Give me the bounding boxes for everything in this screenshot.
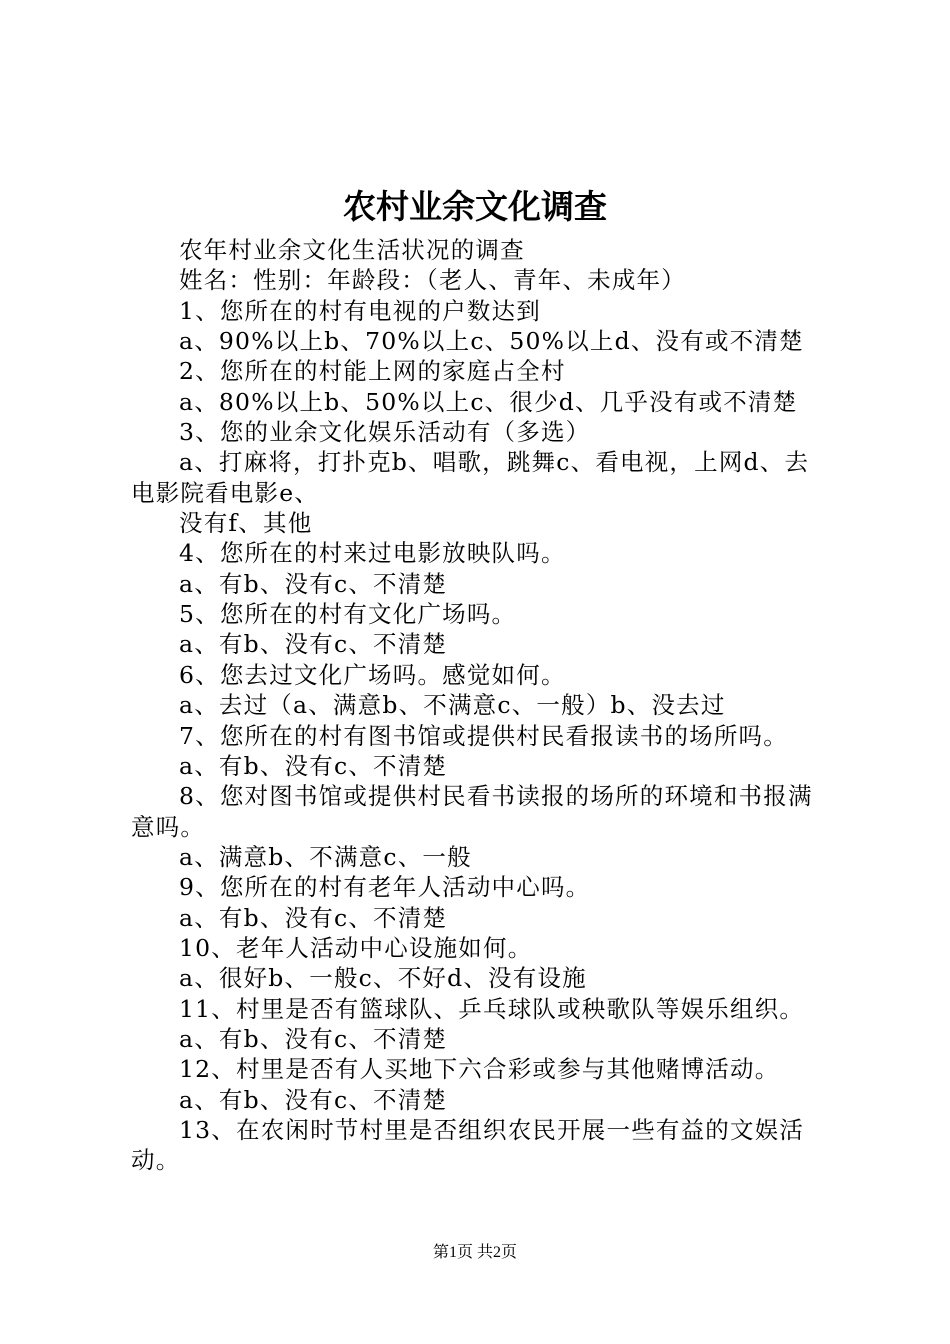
document-line: 农年村业余文化生活状况的调查 (179, 236, 525, 264)
document-line: a、有b、没有c、不清楚 (179, 1024, 448, 1053)
document-line: 动。 (131, 1146, 181, 1175)
document-line: 姓名：性别：年龄段：（老人、青年、未成年） (179, 266, 686, 295)
document-line: 5、您所在的村有文化广场吗。 (179, 600, 517, 629)
document-line: a、有b、没有c、不清楚 (179, 1085, 448, 1114)
document-line: a、去过（a、满意b、不满意c、一般）b、没去过 (179, 691, 726, 720)
document-line: a、有b、没有c、不清楚 (179, 903, 448, 932)
document-line: 9、您所在的村有老年人活动中心吗。 (179, 873, 591, 902)
document-line: 没有f、其他 (179, 509, 313, 538)
document-line: a、有b、没有c、不清楚 (179, 630, 448, 659)
document-line: 意吗。 (131, 812, 206, 841)
document-line: a、有b、没有c、不清楚 (179, 569, 448, 598)
document-line: a、有b、没有c、不清楚 (179, 751, 448, 780)
document-line: a、80%以上b、50%以上c、很少d、几乎没有或不清楚 (179, 387, 798, 416)
document-line: a、打麻将，打扑克b、唱歌，跳舞c、看电视，上网d、去 (179, 448, 810, 477)
document-line: 电影院看电影e、 (131, 478, 320, 507)
document-title: 农村业余文化调查 (343, 187, 607, 226)
document-line: 6、您去过文化广场吗。感觉如何。 (179, 660, 566, 689)
document-line: 3、您的业余文化娱乐活动有（多选） (179, 418, 591, 447)
document-line: 4、您所在的村来过电影放映队吗。 (179, 539, 566, 568)
document-line: 1、您所在的村有电视的户数达到 (179, 296, 541, 325)
document-line: 2、您所在的村能上网的家庭占全村 (179, 357, 566, 386)
document-line: 12、村里是否有人买地下六合彩或参与其他赌博活动。 (179, 1055, 780, 1084)
document-line: 10、老年人活动中心设施如何。 (179, 933, 533, 962)
document-line: a、很好b、一般c、不好d、没有设施 (179, 964, 587, 993)
document-line: a、满意b、不满意c、一般 (179, 842, 472, 871)
document-line: 11、村里是否有篮球队、乒乓球队或秧歌队等娱乐组织。 (179, 994, 805, 1023)
document-body (131, 235, 833, 1176)
page-footer: 第1页 共2页 (432, 1244, 517, 1261)
document-line: 7、您所在的村有图书馆或提供村民看报读书的场所吗。 (179, 721, 788, 750)
document-line: 8、您对图书馆或提供村民看书读报的场所的环境和书报满 (179, 782, 813, 811)
document-line: a、90%以上b、70%以上c、50%以上d、没有或不清楚 (179, 327, 804, 356)
document-line: 13、在农闲时节村里是否组织农民开展一些有益的文娱活 (179, 1115, 805, 1144)
